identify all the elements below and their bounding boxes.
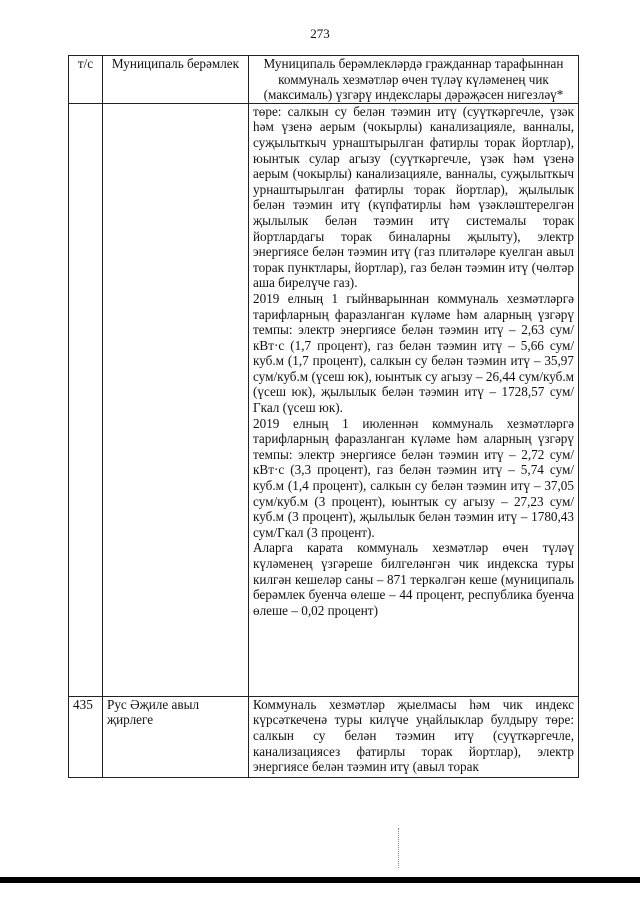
paragraph: төре: салкын су белән тәэмин итү (суүткәргечле, үзәк һәм үзенә аерым (чокырлы) канализацияле, ванналы, суҗылыткыч урнаштырылган фатирлы торак йортлар), юынтык сулар агызу (суүткәргечле, үзәк һәм үзенә аерым (чокырлы) канализацияле, ванналы, суҗылыткыч урнаштырылган фатирлы торак йортлар), җылылык белән тәэмин итү (күпфатирлы һәм үзәкләштерелгән җылылык белән тәэмин итү системалы торак йортлардагы торак биналарны җылыту), электр энергиясе белән тәэмин итү (газ плитәләре куелган авыл торак пунктлары, йортлар), газ белән тәэмин итү (чөлтәр аша бирелүче газ). <box>253 103 574 291</box>
cell-description <box>249 696 579 777</box>
cell-description-continuation <box>249 103 579 696</box>
paragraph: Коммуналь хезмәтләр җыелмасы һәм чик индекс күрсәткеченә туры килүче уңайлыклар булдыру төре: салкын су белән тәэмин итү (суүткәргечле, канализациясез фатирлы торак йортлар), электр энергиясе белән тәэмин итү (авыл торак <box>253 696 574 775</box>
cell-num-empty <box>69 103 103 696</box>
cell-municipality: Рус Әҗиле авыл җирлеге <box>103 696 249 777</box>
scan-artifact-line <box>398 828 399 868</box>
paragraph: 2019 елның 1 гыйнварыннан коммуналь хезмәтләргә тарифларның фаразланган күләме һәм аларның үзгәрү темпы: электр энергиясе белән тәэмин итү – 2,63 сум/кВт·с (1,7 процент), газ белән тәэмин итү – 5,66 сум/куб.м (1,7 процент), салкын су белән тәэмин итү – 35,97 сум/куб.м (үсеш юк), юынтык су агызу – 26,44 сум/куб.м (үсеш юк), җылылык белән тәэмин итү – 1728,57 сум/Гкал (үсеш юк). <box>253 290 574 416</box>
scan-edge-bar <box>0 877 640 883</box>
paragraph: 2019 елның 1 июленнән коммуналь хезмәтләргә тарифларның фаразланган күләме һәм аларның үзгәрү темпы: электр энергиясе белән тәэмин итү – 2,72 сум/кВт·с (3,3 процент), газ белән тәэмин итү – 5,74 сум/куб.м (1,4 процент), салкын су белән тәэмин итү – 37,05 сум/куб.м (3 процент), юынтык су агызу – 27,23 сум/куб.м (3 процент), җылылык белән тәэмин итү – 1780,43 сум/Гкал (3 процент). <box>253 415 574 540</box>
header-municipality: Муниципаль берәмлек <box>103 56 249 104</box>
table-header-row <box>69 56 579 104</box>
cell-num: 435 <box>69 696 103 777</box>
header-description: Муниципаль берәмлекләрдә гражданнар тарафыннан коммуналь хезмәтләр өчен түләү күләменең чик (максималь) үзгәрү индекслары дәрәҗәсен нигезләү* <box>249 56 579 104</box>
header-num: т/с <box>69 56 103 104</box>
cell-municipality-empty <box>103 103 249 696</box>
paragraph: Аларга карата коммуналь хезмәтләр өчен түләү күләменең үзгәреше билгеләнгән чик индекска туры килгән кешеләр саны – 871 теркәлгән кеше (муниципаль берәмлек буенча өлеше – 44 процент, республика буенча өлеше – 0,02 процент) <box>253 540 574 618</box>
table-row-continuation <box>69 103 579 696</box>
page-number: 273 <box>310 26 330 41</box>
tariff-table <box>68 55 579 778</box>
table-row <box>69 696 579 777</box>
